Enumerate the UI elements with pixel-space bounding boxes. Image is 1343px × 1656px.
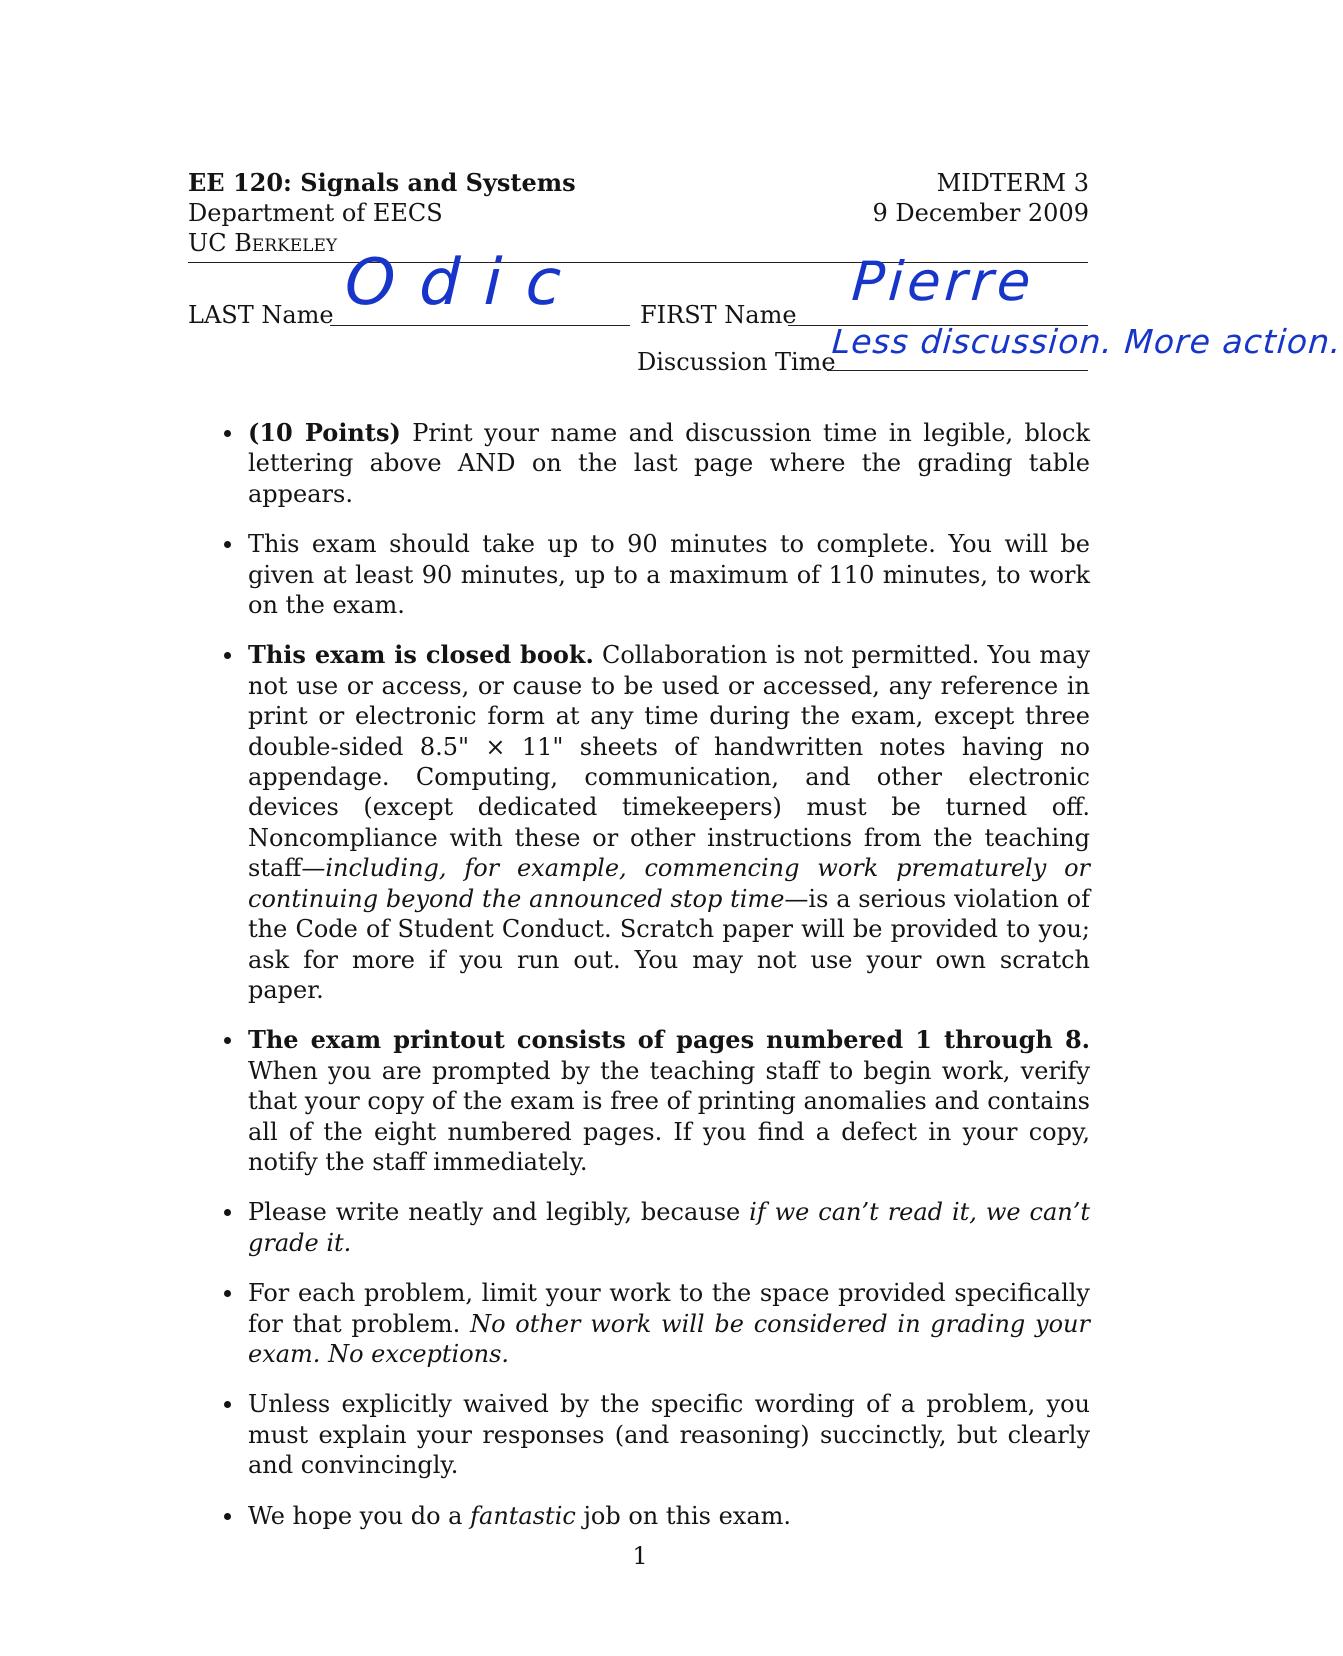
discussion-time-label: Discussion Time — [637, 348, 836, 376]
instruction-text: No other work will be considered in grading your exam. No exceptions. — [248, 1309, 1090, 1368]
exam-date: 9 December 2009 — [872, 199, 1089, 227]
exam-header — [873, 168, 1090, 228]
instruction-item — [215, 1197, 1090, 1258]
bullet-icon — [224, 1401, 231, 1408]
bullet-icon — [224, 541, 231, 548]
instruction-item — [215, 1025, 1090, 1177]
instruction-text: The exam printout consists of pages numbered 1 through 8. — [248, 1025, 1090, 1055]
instruction-item — [215, 1278, 1090, 1369]
course-header — [188, 168, 576, 258]
handwritten-first-name: Pierre — [849, 250, 1037, 313]
instruction-text: if we can’t read it, we can’t grade it. — [248, 1198, 1090, 1257]
instruction-item — [215, 418, 1090, 509]
last-name-label: LAST Name — [188, 301, 334, 329]
instruction-text: Collaboration is not permitted. You may not use or access, or cause to be used or accessed, any reference in print or electronic form at any time during the exam, except three double-sided 8.5" × 11" sheets of handwritten notes having no appendage. Computing, communication, and other electronic devices (except dedicated timekeepers) must be turned off. Noncompliance with these or other instructions from the teaching staff— — [248, 641, 1090, 883]
instruction-text: including, for example, commencing work prematurely or continuing beyond the announced stop time — [248, 854, 1090, 913]
instruction-text: job on this exam. — [575, 1501, 792, 1530]
instruction-text: When you are prompted by the teaching staff to begin work, verify that your copy of the exam is free of printing anomalies and contains all of the eight numbered pages. If you find a defect in your copy, notify the staff immediately. — [248, 1056, 1090, 1176]
course-title: EE 120: Signals and Systems — [188, 168, 576, 197]
last-name-line — [330, 325, 630, 326]
instruction-item — [215, 640, 1090, 1005]
instruction-text: Print your name and discussion time in legible, block lettering above AND on the last page where the grading table appears. — [248, 419, 1090, 508]
instruction-text: Unless explicitly waived by the specific wording of a problem, you must explain your responses (and reasoning) succinctly, but clearly and convincingly. — [248, 1390, 1090, 1480]
discussion-time-line — [827, 370, 1088, 371]
bullet-icon — [224, 1513, 231, 1520]
exam-title: MIDTERM 3 — [936, 169, 1089, 197]
instruction-text: For each problem, limit your work to the space provided specifically for that problem. — [248, 1279, 1090, 1338]
handwritten-discussion-time: Less discussion. More action. — [830, 322, 1343, 361]
first-name-label: FIRST Name — [640, 301, 797, 329]
instruction-item — [215, 529, 1090, 620]
instruction-text: fantastic — [470, 1501, 576, 1530]
instruction-item — [215, 1389, 1090, 1480]
instruction-text: This exam should take up to 90 minutes to complete. You will be given at least 90 minutes, up to a maximum of 110 minutes, to work on the exam. — [248, 530, 1090, 620]
handwritten-last-name: Odic — [343, 246, 587, 320]
university: UC Berkeley — [188, 229, 338, 257]
instruction-text: We hope you do a — [248, 1501, 471, 1530]
department: Department of EECS — [188, 199, 443, 227]
bullet-icon — [224, 1209, 231, 1216]
instructions-list — [215, 418, 1090, 1551]
instruction-text: —is a serious violation of the Code of Student Conduct. Scratch paper will be provided to you; ask for more if you run out. You may not use your own scratch paper. — [248, 884, 1090, 1004]
bullet-icon — [224, 430, 231, 437]
page-number: 1 — [632, 1542, 648, 1570]
instruction-text: Please write neatly and legibly, because — [248, 1198, 750, 1227]
bullet-icon — [224, 652, 231, 659]
bullet-icon — [224, 1290, 231, 1297]
bullet-icon — [224, 1037, 231, 1044]
instruction-text: (10 Points) — [248, 418, 401, 447]
instruction-item — [215, 1501, 1090, 1531]
instruction-text: This exam is closed book. — [248, 640, 594, 670]
